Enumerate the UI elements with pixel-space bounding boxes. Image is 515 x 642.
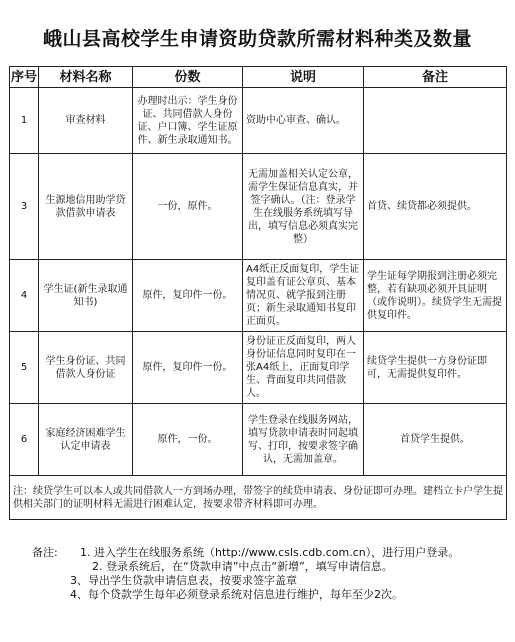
row-copies: 原件，复印件一份。 [133, 332, 243, 404]
row-remark [364, 88, 507, 154]
page-title: 峨山县高校学生申请资助贷款所需材料种类及数量 [42, 28, 472, 50]
header-desc: 说明 [243, 67, 364, 88]
row-copies: 原件，一份。 [133, 404, 243, 476]
table-note: 注：续贷学生可以本人或共同借款人一方到场办理，带签字的续贷申请表、身份证即可办理。建档立卡户学生提供相关部门的证明材料无需进行困难认定，按要求带齐材料即可办理。 [10, 476, 507, 520]
header-name: 材料名称 [39, 67, 133, 88]
footer-label: 备注: [32, 546, 58, 559]
footer-item: 4、每个贷款学生每年必须登录系统对信息进行维护，每年至少2次。 [70, 588, 403, 601]
row-no: 3 [10, 154, 39, 260]
table-note-row [10, 476, 507, 520]
row-name: 审查材料 [39, 88, 133, 154]
footer-item: 1. 进入学生在线服务系统（http://www.csls.cdb.com.cn），进行用户登录。 [80, 546, 460, 559]
table-row [10, 260, 507, 332]
table-row [10, 332, 507, 404]
table-row [10, 88, 507, 154]
header-copies: 份数 [133, 67, 243, 88]
row-no: 6 [10, 404, 39, 476]
row-desc: 学生登录在线服务网站，填写贷款申请表时同起填写、打印，按要求签字确认，无需加盖章。 [243, 404, 364, 476]
header-no: 序号 [10, 67, 39, 88]
row-name: 学生身份证、共同借款人身份证 [39, 332, 133, 404]
row-copies: 办理时出示：学生身份证、共同借款人身份证、户口簿、学生证原件、新生录取通知书。 [133, 88, 243, 154]
row-no: 5 [10, 332, 39, 404]
row-no: 4 [10, 260, 39, 332]
row-remark: 续贷学生提供一方身份证即可，无需提供复印件。 [364, 332, 507, 404]
row-remark: 首贷、续贷都必须提供。 [364, 154, 507, 260]
row-remark: 首贷学生提供。 [364, 404, 507, 476]
materials-table [9, 66, 507, 520]
row-name: 学生证(新生录取通知书) [39, 260, 133, 332]
row-name: 家庭经济困难学生认定申请表 [39, 404, 133, 476]
row-no: 1 [10, 88, 39, 154]
row-desc: A4纸正反面复印，学生证复印盖有证公章页、基本情况页、就学报到注册页；新生录取通知书复印正面页。 [243, 260, 364, 332]
row-copies: 原件，复印件一份。 [133, 260, 243, 332]
footer-item: 3、导出学生贷款申请信息表，按要求签字盖章 [70, 574, 297, 587]
table-row [10, 154, 507, 260]
row-name: 生源地信用助学贷款借款申请表 [39, 154, 133, 260]
row-desc: 资助中心审查、确认。 [243, 88, 364, 154]
header-remark: 备注 [364, 67, 507, 88]
table-header-row [10, 67, 507, 88]
row-remark: 学生证每学期报到注册必须完整，若有缺项必须开具证明（或作说明）。续贷学生无需提供复印件。 [364, 260, 507, 332]
row-desc: 身份证正反面复印，两人身份证信息同时复印在一张A4纸上，正面复印学生、背面复印共同借款人。 [243, 332, 364, 404]
row-desc: 无需加盖相关认定公章，需学生保证信息真实，并签字确认。（注：登录学生在线服务系统填写导出，填写信息必须真实完整） [243, 154, 364, 260]
row-copies: 一份，原件。 [133, 154, 243, 260]
footer-item: 2. 登录系统后，在“贷款申请”中点击“新增”，填写申请信息。 [92, 560, 393, 573]
footer-notes [32, 546, 502, 602]
table-row [10, 404, 507, 476]
